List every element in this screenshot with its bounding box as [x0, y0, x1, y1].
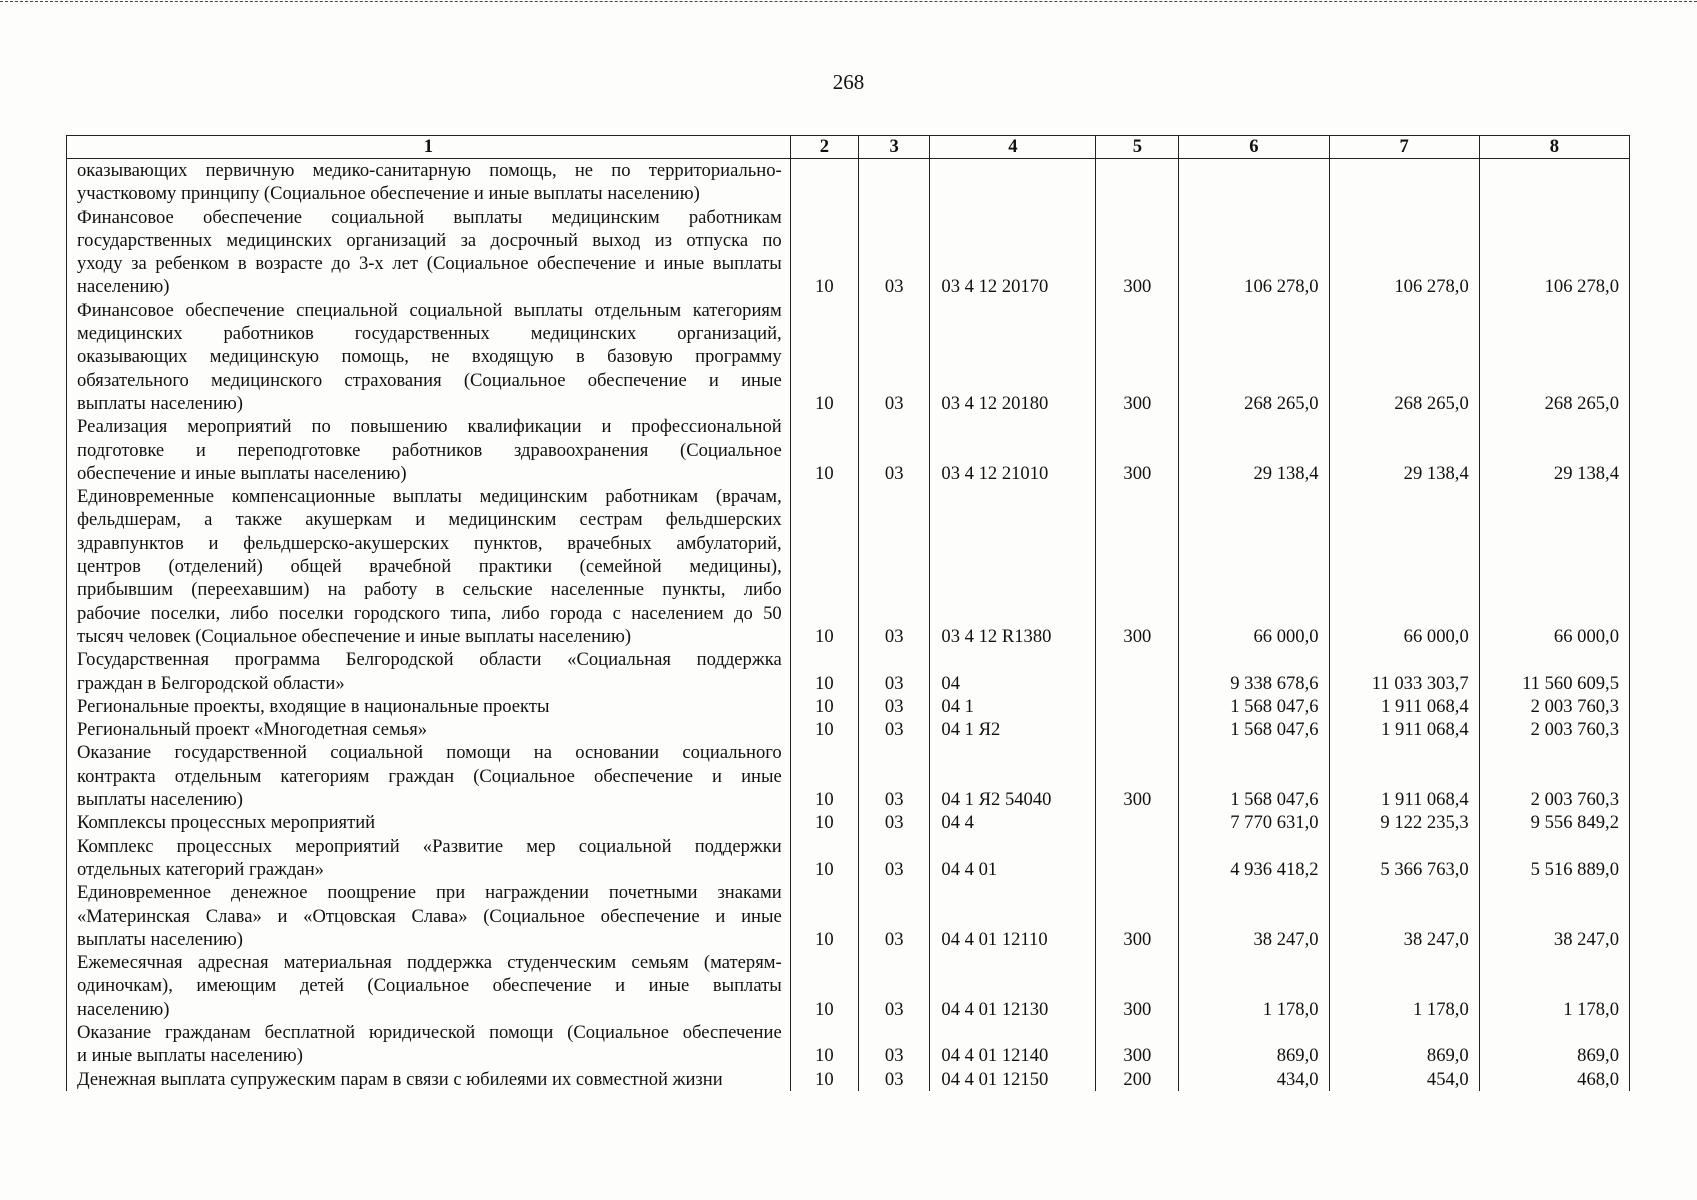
- description-line: рабочие поселки, либо поселки городского типа, либо города с населением до 50: [77, 602, 782, 624]
- table-row: [67, 951, 1630, 1021]
- description-line: населению): [77, 998, 170, 1020]
- row-section-code: 10: [790, 951, 858, 1021]
- row-description: [67, 695, 791, 718]
- row-amount-col-8: 66 000,0: [1479, 485, 1629, 648]
- row-expense-type: [1096, 811, 1179, 834]
- description-line: медицинских работников государственных медицинских организаций,: [77, 323, 782, 345]
- row-amount-col-8: 468,0: [1479, 1068, 1629, 1091]
- row-amount-col-7: 1 911 068,4: [1329, 718, 1479, 741]
- row-subsection-code: 03: [858, 485, 929, 648]
- description-line: Оказание государственной социальной помощи на основании социального: [77, 742, 782, 764]
- description-line: граждан в Белгородской области»: [77, 672, 345, 694]
- row-amount-col-7: 29 138,4: [1329, 415, 1479, 485]
- table-row: [67, 299, 1630, 415]
- row-expense-type: 300: [1096, 485, 1179, 648]
- row-amount-col-7: 869,0: [1329, 1021, 1479, 1068]
- row-subsection-code: 03: [858, 811, 929, 834]
- header-col-8: 8: [1479, 136, 1629, 159]
- header-row: [67, 136, 1630, 159]
- row-expense-type: 300: [1096, 299, 1179, 415]
- table-row: [67, 1068, 1630, 1091]
- row-target-article: 04 4 01 12150: [930, 1068, 1096, 1091]
- row-subsection-code: 03: [858, 206, 929, 299]
- row-expense-type: 300: [1096, 206, 1179, 299]
- row-amount-col-8: 38 247,0: [1479, 881, 1629, 951]
- row-subsection-code: 03: [858, 835, 929, 882]
- row-amount-col-6: 4 936 418,2: [1179, 835, 1329, 882]
- description-line: выплаты населению): [77, 928, 243, 950]
- row-amount-col-7: [1329, 159, 1479, 206]
- row-expense-type: [1096, 835, 1179, 882]
- row-expense-type: 300: [1096, 951, 1179, 1021]
- description-line: подготовке и переподготовке работников здравоохранения (Социальное: [77, 439, 782, 461]
- row-subsection-code: 03: [858, 951, 929, 1021]
- row-expense-type: [1096, 648, 1179, 695]
- description-line: Реализация мероприятий по повышению квалификации и профессиональной: [77, 416, 782, 438]
- row-target-article: 04 4 01 12110: [930, 881, 1096, 951]
- description-line: «Материнская Слава» и «Отцовская Слава» (Социальное обеспечение и иные: [77, 905, 782, 927]
- row-section-code: 10: [790, 648, 858, 695]
- row-amount-col-7: 106 278,0: [1329, 206, 1479, 299]
- description-line: тысяч человек (Социальное обеспечение и иные выплаты населению): [77, 625, 632, 647]
- table-row: [67, 485, 1630, 648]
- row-subsection-code: 03: [858, 1068, 929, 1091]
- row-amount-col-7: 66 000,0: [1329, 485, 1479, 648]
- row-expense-type: 300: [1096, 881, 1179, 951]
- row-expense-type: [1096, 695, 1179, 718]
- description-line: Денежная выплата супружеским парам в связи с юбилеями их совместной жизни: [77, 1068, 723, 1090]
- description-line: центров (отделений) общей врачебной практики (семейной медицины),: [77, 556, 782, 578]
- row-subsection-code: 03: [858, 881, 929, 951]
- row-amount-col-6: 434,0: [1179, 1068, 1329, 1091]
- row-section-code: 10: [790, 206, 858, 299]
- row-section-code: 10: [790, 811, 858, 834]
- description-line: здравпунктов и фельдшерско-акушерских пунктов, врачебных амбулаторий,: [77, 532, 782, 554]
- row-section-code: 10: [790, 485, 858, 648]
- description-line: Региональные проекты, входящие в национальные проекты: [77, 695, 550, 717]
- row-description: [67, 648, 791, 695]
- row-description: [67, 718, 791, 741]
- row-target-article: 03 4 12 21010: [930, 415, 1096, 485]
- row-subsection-code: 03: [858, 1021, 929, 1068]
- row-description: [67, 1021, 791, 1068]
- description-line: участковому принципу (Социальное обеспечение и иные выплаты населению): [77, 183, 700, 205]
- row-target-article: 04 1 Я2 54040: [930, 741, 1096, 811]
- row-expense-type: 300: [1096, 741, 1179, 811]
- row-amount-col-6: 66 000,0: [1179, 485, 1329, 648]
- description-line: Финансовое обеспечение социальной выплаты медицинским работникам: [77, 206, 782, 228]
- row-amount-col-7: 38 247,0: [1329, 881, 1479, 951]
- row-amount-col-6: 9 338 678,6: [1179, 648, 1329, 695]
- row-expense-type: [1096, 159, 1179, 206]
- header-col-1: 1: [67, 136, 791, 159]
- row-section-code: 10: [790, 415, 858, 485]
- row-section-code: 10: [790, 695, 858, 718]
- row-section-code: 10: [790, 1068, 858, 1091]
- description-line: Комплекс процессных мероприятий «Развитие мер социальной поддержки: [77, 835, 782, 857]
- row-amount-col-8: 29 138,4: [1479, 415, 1629, 485]
- row-amount-col-8: 869,0: [1479, 1021, 1629, 1068]
- row-description: [67, 415, 791, 485]
- table-row: [67, 695, 1630, 718]
- description-line: контракта отдельным категориям граждан (Социальное обеспечение и иные: [77, 765, 782, 787]
- description-line: Ежемесячная адресная материальная поддержка студенческим семьям (матерям-: [77, 952, 782, 974]
- table-body: [67, 159, 1630, 1091]
- row-amount-col-8: [1479, 159, 1629, 206]
- header-col-3: 3: [858, 136, 929, 159]
- description-line: уходу за ребенком в возрасте до 3-х лет (Социальное обеспечение и иные выплаты: [77, 253, 782, 275]
- row-description: [67, 485, 791, 648]
- row-section-code: 10: [790, 741, 858, 811]
- description-line: выплаты населению): [77, 789, 243, 811]
- description-line: Финансовое обеспечение специальной социальной выплаты отдельным категориям: [77, 299, 782, 321]
- table-row: [67, 648, 1630, 695]
- row-subsection-code: 03: [858, 695, 929, 718]
- table-row: [67, 835, 1630, 882]
- description-line: выплаты населению): [77, 392, 243, 414]
- budget-table: [66, 135, 1630, 1091]
- header-col-4: 4: [930, 136, 1096, 159]
- table-row: [67, 741, 1630, 811]
- header-col-5: 5: [1096, 136, 1179, 159]
- table-row: [67, 159, 1630, 206]
- row-target-article: 03 4 12 R1380: [930, 485, 1096, 648]
- row-target-article: 03 4 12 20170: [930, 206, 1096, 299]
- row-expense-type: 300: [1096, 415, 1179, 485]
- row-description: [67, 881, 791, 951]
- row-amount-col-8: 2 003 760,3: [1479, 718, 1629, 741]
- row-description: [67, 835, 791, 882]
- row-description: [67, 741, 791, 811]
- description-line: Комплексы процессных мероприятий: [77, 812, 376, 834]
- row-amount-col-8: 2 003 760,3: [1479, 741, 1629, 811]
- description-line: Оказание гражданам бесплатной юридической помощи (Социальное обеспечение: [77, 1021, 782, 1043]
- row-amount-col-6: 869,0: [1179, 1021, 1329, 1068]
- row-amount-col-7: 11 033 303,7: [1329, 648, 1479, 695]
- row-amount-col-6: 1 178,0: [1179, 951, 1329, 1021]
- row-section-code: 10: [790, 835, 858, 882]
- row-amount-col-6: 1 568 047,6: [1179, 695, 1329, 718]
- row-amount-col-6: 38 247,0: [1179, 881, 1329, 951]
- description-line: оказывающих медицинскую помощь, не входящую в базовую программу: [77, 346, 782, 368]
- row-description: [67, 1068, 791, 1091]
- row-target-article: 04 1: [930, 695, 1096, 718]
- row-target-article: 03 4 12 20180: [930, 299, 1096, 415]
- table-row: [67, 718, 1630, 741]
- row-description: [67, 206, 791, 299]
- top-dashed-rule: [0, 1, 1697, 2]
- row-description: [67, 159, 791, 206]
- row-subsection-code: 03: [858, 741, 929, 811]
- row-subsection-code: 03: [858, 648, 929, 695]
- row-amount-col-8: 2 003 760,3: [1479, 695, 1629, 718]
- row-target-article: [930, 159, 1096, 206]
- description-line: прибывшим (переехавшим) на работу в сельские населенные пункты, либо: [77, 579, 782, 601]
- row-expense-type: [1096, 718, 1179, 741]
- row-amount-col-7: 1 911 068,4: [1329, 741, 1479, 811]
- row-amount-col-6: 7 770 631,0: [1179, 811, 1329, 834]
- row-description: [67, 299, 791, 415]
- row-target-article: 04 1 Я2: [930, 718, 1096, 741]
- row-amount-col-7: 268 265,0: [1329, 299, 1479, 415]
- row-section-code: 10: [790, 299, 858, 415]
- row-subsection-code: 03: [858, 299, 929, 415]
- description-line: Региональный проект «Многодетная семья»: [77, 719, 428, 741]
- table-row: [67, 811, 1630, 834]
- row-description: [67, 951, 791, 1021]
- table-row: [67, 415, 1630, 485]
- row-subsection-code: 03: [858, 718, 929, 741]
- table-row: [67, 1021, 1630, 1068]
- table-row: [67, 206, 1630, 299]
- row-amount-col-7: 1 178,0: [1329, 951, 1479, 1021]
- row-target-article: 04 4 01 12140: [930, 1021, 1096, 1068]
- row-amount-col-6: 106 278,0: [1179, 206, 1329, 299]
- row-amount-col-7: 1 911 068,4: [1329, 695, 1479, 718]
- header-col-6: 6: [1179, 136, 1329, 159]
- row-amount-col-6: 1 568 047,6: [1179, 718, 1329, 741]
- description-line: Единовременные компенсационные выплаты медицинским работникам (врачам,: [77, 486, 782, 508]
- row-target-article: 04 4 01 12130: [930, 951, 1096, 1021]
- page-number: 268: [832, 70, 865, 94]
- row-amount-col-6: 268 265,0: [1179, 299, 1329, 415]
- description-line: обязательного медицинского страхования (Социальное обеспечение и иные: [77, 369, 782, 391]
- description-line: населению): [77, 276, 170, 298]
- row-amount-col-7: 9 122 235,3: [1329, 811, 1479, 834]
- row-amount-col-8: 106 278,0: [1479, 206, 1629, 299]
- row-amount-col-6: 29 138,4: [1179, 415, 1329, 485]
- row-amount-col-8: 1 178,0: [1479, 951, 1629, 1021]
- row-amount-col-6: [1179, 159, 1329, 206]
- row-description: [67, 811, 791, 834]
- row-section-code: 10: [790, 881, 858, 951]
- row-amount-col-7: 454,0: [1329, 1068, 1479, 1091]
- row-target-article: 04: [930, 648, 1096, 695]
- row-expense-type: 200: [1096, 1068, 1179, 1091]
- header-col-2: 2: [790, 136, 858, 159]
- header-col-7: 7: [1329, 136, 1479, 159]
- row-section-code: 10: [790, 718, 858, 741]
- row-subsection-code: [858, 159, 929, 206]
- description-line: оказывающих первичную медико-санитарную помощь, не по территориально-: [77, 160, 782, 181]
- description-line: одиночкам), имеющим детей (Социальное обеспечение и иные выплаты: [77, 975, 782, 997]
- table-row: [67, 881, 1630, 951]
- description-line: Единовременное денежное поощрение при награждении почетными знаками: [77, 882, 782, 904]
- row-amount-col-8: 5 516 889,0: [1479, 835, 1629, 882]
- description-line: Государственная программа Белгородской области «Социальная поддержка: [77, 649, 782, 671]
- row-subsection-code: 03: [858, 415, 929, 485]
- description-line: и иные выплаты населению): [77, 1045, 303, 1067]
- row-amount-col-8: 268 265,0: [1479, 299, 1629, 415]
- row-amount-col-6: 1 568 047,6: [1179, 741, 1329, 811]
- row-expense-type: 300: [1096, 1021, 1179, 1068]
- row-section-code: [790, 159, 858, 206]
- description-line: отдельных категорий граждан»: [77, 858, 324, 880]
- row-amount-col-7: 5 366 763,0: [1329, 835, 1479, 882]
- description-line: государственных медицинских организаций за досрочный выход из отпуска по: [77, 229, 782, 251]
- row-target-article: 04 4: [930, 811, 1096, 834]
- row-section-code: 10: [790, 1021, 858, 1068]
- description-line: обеспечение и иные выплаты населению): [77, 462, 407, 484]
- row-amount-col-8: 11 560 609,5: [1479, 648, 1629, 695]
- description-line: фельдшерам, а также акушеркам и медицинским сестрам фельдшерских: [77, 509, 782, 531]
- row-target-article: 04 4 01: [930, 835, 1096, 882]
- row-amount-col-8: 9 556 849,2: [1479, 811, 1629, 834]
